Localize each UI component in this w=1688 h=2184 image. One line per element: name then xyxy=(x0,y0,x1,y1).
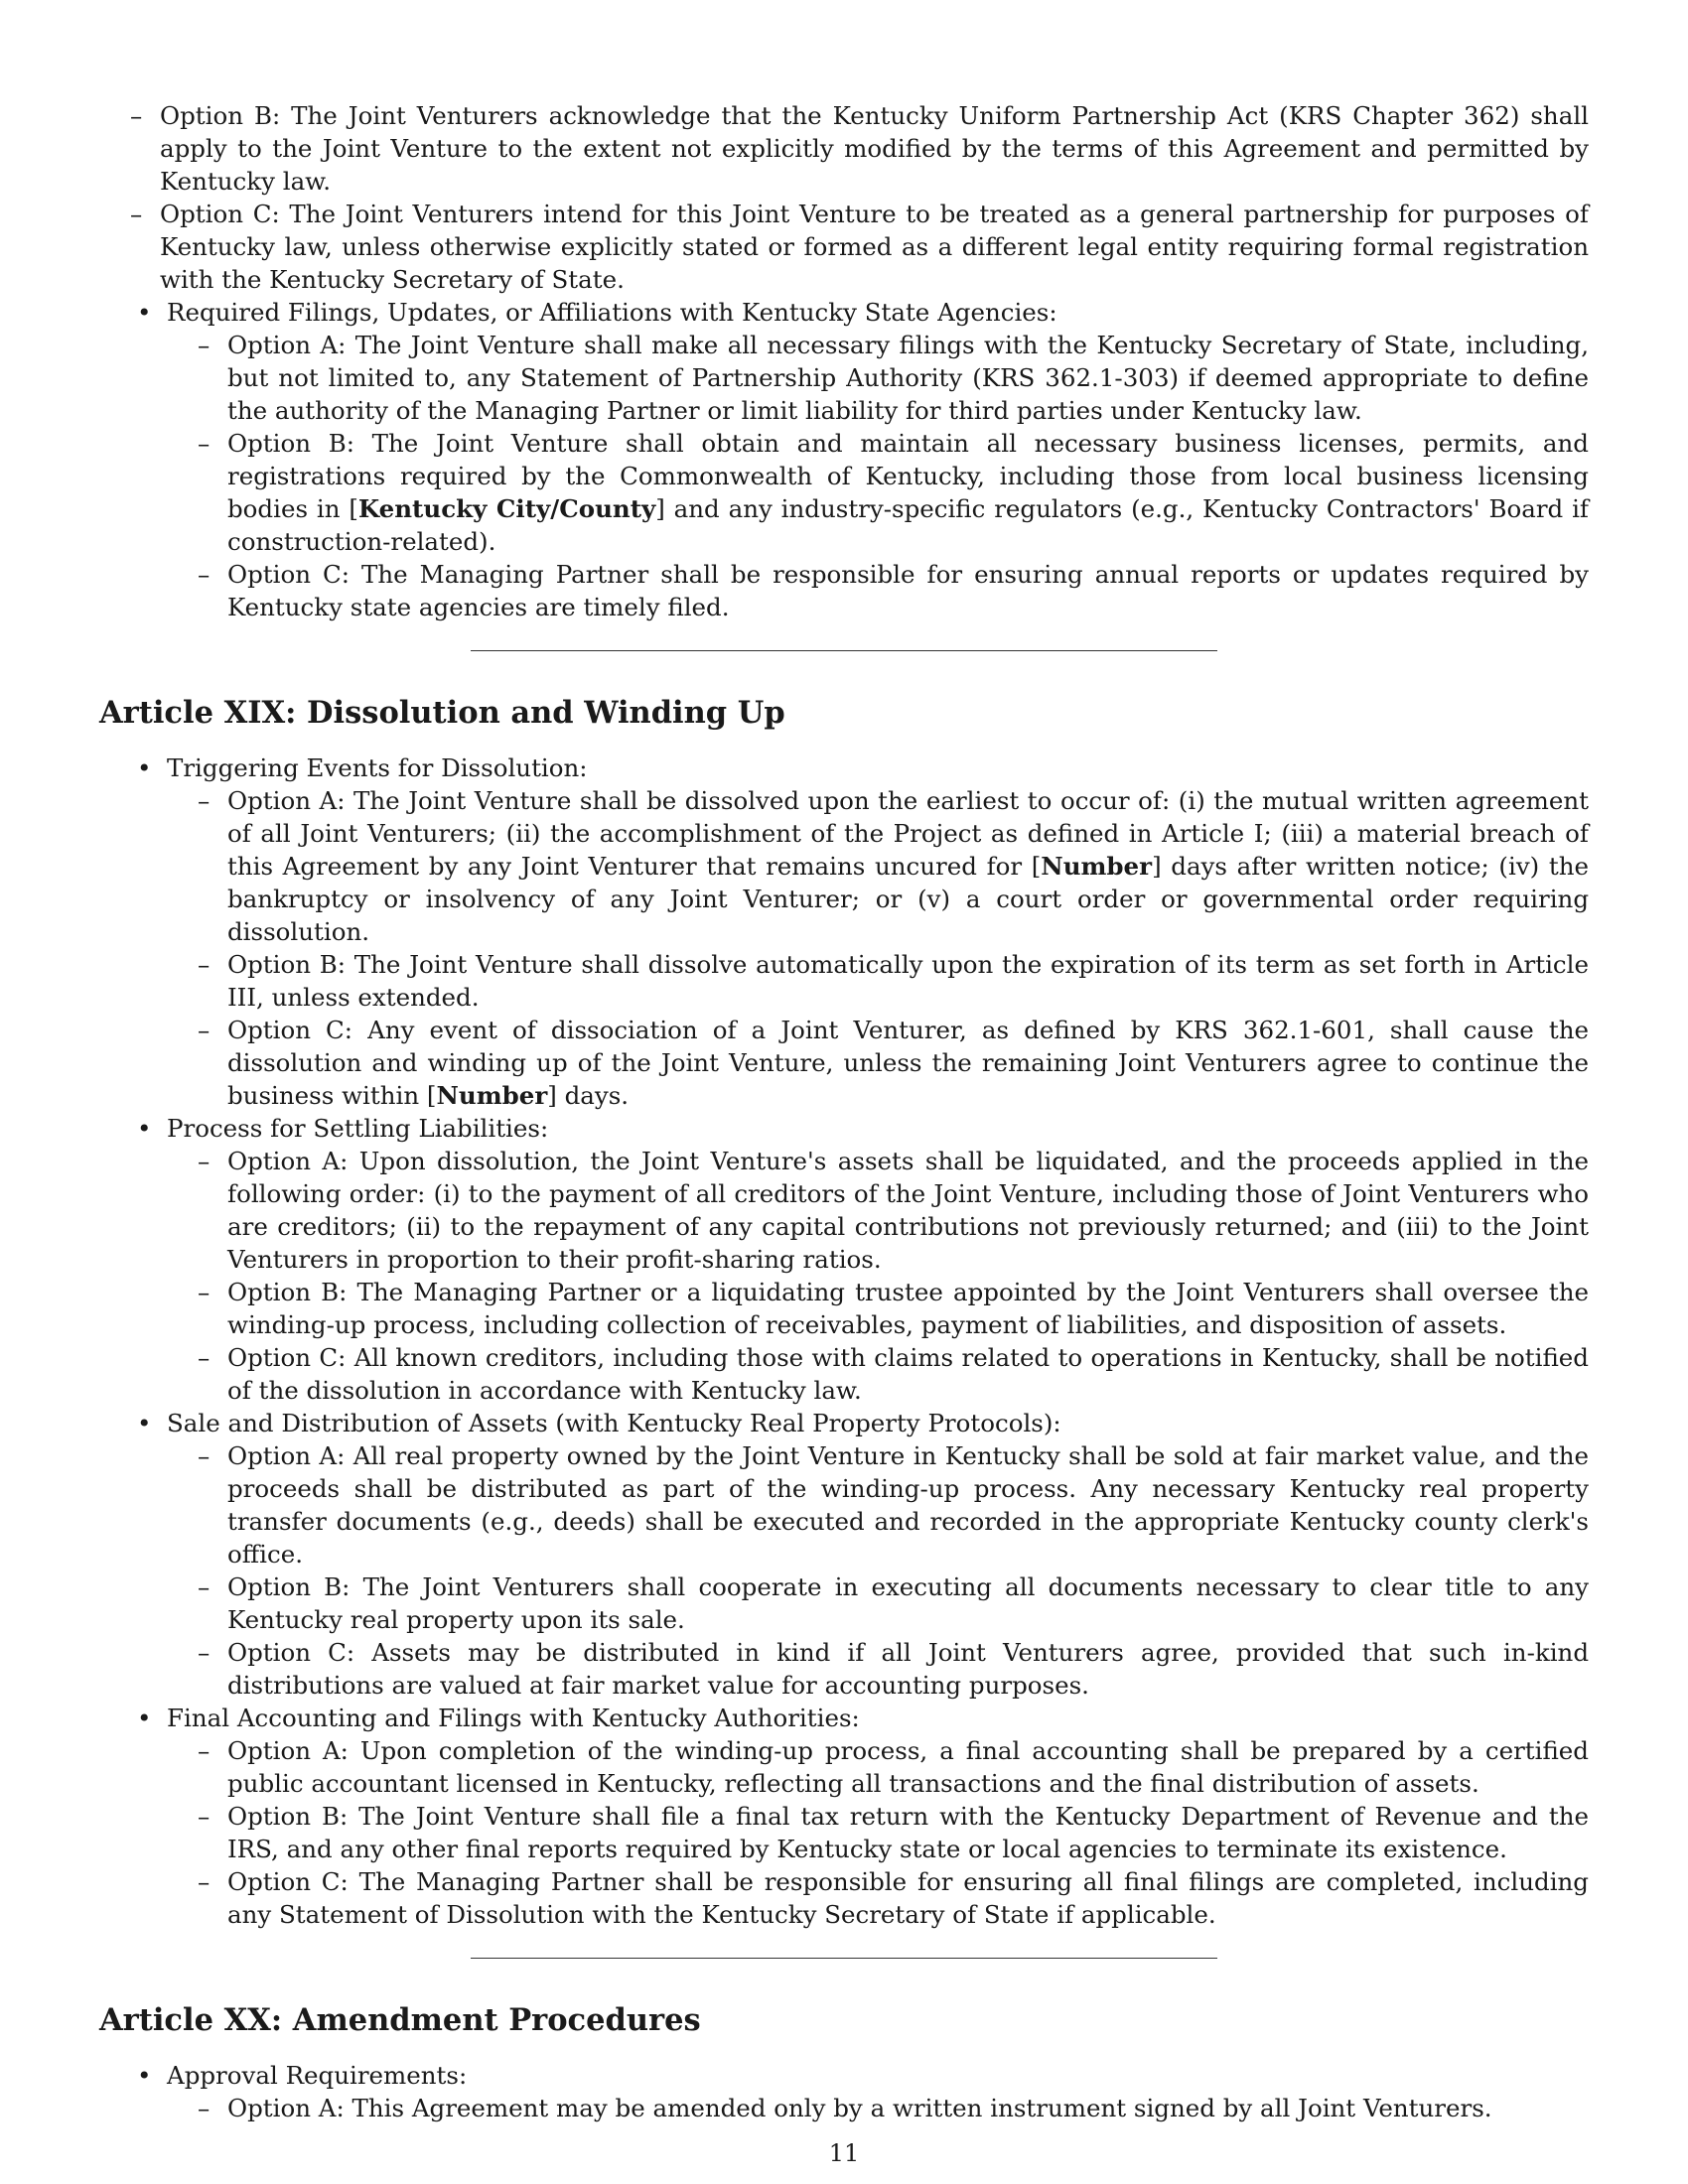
list-item xyxy=(99,296,1589,623)
option-b-partnership-act: – Option B: The Joint Venturers acknowledge that the Kentucky Uniform Partnership Act (KRS Chapter 362) shall apply to the Joint Venture to the extent not explicitly modified by the terms of this Agreement and permitted by Kentucky law. xyxy=(99,99,1589,198)
placeholder-city-county: Kentucky City/County xyxy=(357,494,656,523)
article-xx-list xyxy=(99,2059,1589,2124)
bullet-heading: Triggering Events for Dissolution: xyxy=(167,753,588,782)
filings-list xyxy=(99,296,1589,623)
page-content xyxy=(99,99,1589,2124)
bullet-heading: Process for Settling Liabilities: xyxy=(167,1114,549,1143)
option-a-approval: – Option A: This Agreement may be amended only by a written instrument signed by all Joint Venturers. xyxy=(167,2092,1589,2124)
option-c-final: – Option C: The Managing Partner shall be responsible for ensuring all final filings are completed, including any Statement of Dissolution with the Kentucky Secretary of State if applicable. xyxy=(167,1865,1589,1931)
article-xix-heading: Article XIX: Dissolution and Winding Up xyxy=(99,695,785,731)
approval-options xyxy=(167,2092,1589,2124)
bullet-heading: Required Filings, Updates, or Affiliations with Kentucky State Agencies: xyxy=(167,298,1057,327)
option-a-final: – Option A: Upon completion of the winding-up process, a final accounting shall be prepared by a certified public accountant licensed in Kentucky, reflecting all transactions and the final distribution of assets. xyxy=(167,1734,1589,1800)
sale-options xyxy=(167,1439,1589,1702)
settling-options xyxy=(167,1145,1589,1407)
list-item xyxy=(99,2059,1589,2124)
option-a-sale: – Option A: All real property owned by the Joint Venture in Kentucky shall be sold at fair market value, and the proceeds shall be distributed as part of the winding-up process. Any necessary Kentucky real property transfer documents (e.g., deeds) shall be executed and recorded in the appropriate Kentucky county clerk's office. xyxy=(167,1439,1589,1570)
option-c-sale: – Option C: Assets may be distributed in kind if all Joint Venturers agree, provided that such in-kind distributions are valued at fair market value for accounting purposes. xyxy=(167,1636,1589,1702)
option-text: ] and any industry-specific regulators (e.g., Kentucky Contractors' Board if construction-related). xyxy=(227,494,1589,556)
option-b-sale: – Option B: The Joint Venturers shall cooperate in executing all documents necessary to clear title to any Kentucky real property upon its sale. xyxy=(167,1570,1589,1636)
option-a-settling: – Option A: Upon dissolution, the Joint Venture's assets shall be liquidated, and the proceeds applied in the following order: (i) to the payment of all creditors of the Joint Venture, including those of Joint Venturers who are creditors; (ii) to the repayment of any capital contributions not previously returned; and (iii) to the Joint Venturers in proportion to their profit-sharing ratios. xyxy=(167,1145,1589,1276)
list-item xyxy=(99,751,1589,1112)
filings-options xyxy=(167,329,1589,623)
option-a-triggering xyxy=(167,784,1589,948)
option-a-filings: – Option A: The Joint Venture shall make all necessary filings with the Kentucky Secretary of State, including, but not limited to, any Statement of Partnership Authority (KRS 362.1-303) if deemed appropriate to define the authority of the Managing Partner or limit liability for third parties under Kentucky law. xyxy=(167,329,1589,427)
list-item xyxy=(99,1407,1589,1702)
section-divider xyxy=(471,650,1217,651)
list-item xyxy=(99,1702,1589,1931)
option-c-general-partnership: – Option C: The Joint Venturers intend for this Joint Venture to be treated as a general partnership for purposes of Kentucky law, unless otherwise explicitly stated or formed as a different legal entity requiring formal registration with the Kentucky Secretary of State. xyxy=(99,198,1589,296)
option-b-triggering: – Option B: The Joint Venture shall dissolve automatically upon the expiration of its term as set forth in Article III, unless extended. xyxy=(167,948,1589,1014)
option-text: Option B: The Joint Venture shall obtain and maintain all necessary business licenses, permits, and registrations required by the Commonwealth of Kentucky, including those from local business licensing bodies in [ xyxy=(227,429,1589,523)
option-c-annual-reports: – Option C: The Managing Partner shall be responsible for ensuring annual reports or updates required by Kentucky state agencies are timely filed. xyxy=(167,558,1589,623)
bullet-heading: Final Accounting and Filings with Kentucky Authorities: xyxy=(167,1704,860,1732)
bullet-heading: Approval Requirements: xyxy=(167,2061,468,2090)
option-text: ] days after written notice; (iv) the bankruptcy or insolvency of any Joint Venturer; or (v) a court order or governmental order requiring dissolution. xyxy=(227,852,1589,946)
option-b-final: – Option B: The Joint Venture shall file a final tax return with the Kentucky Department of Revenue and the IRS, and any other final reports required by Kentucky state or local agencies to terminate its existence. xyxy=(167,1800,1589,1865)
option-text: Option C: Any event of dissociation of a Joint Venturer, as defined by KRS 362.1-601, shall cause the dissolution and winding up of the Joint Venture, unless the remaining Joint Venturers agree to continue the business within [ xyxy=(227,1016,1589,1110)
option-c-triggering xyxy=(167,1014,1589,1112)
option-text: Option A: The Joint Venture shall be dissolved upon the earliest to occur of: (i) the mutual written agreement of all Joint Venturers; (ii) the accomplishment of the Project as defined in Article I; (iii) a material breach of this Agreement by any Joint Venturer that remains uncured for [ xyxy=(227,786,1589,881)
article-xix-list xyxy=(99,751,1589,1931)
triggering-options xyxy=(167,784,1589,1112)
final-options xyxy=(167,1734,1589,1931)
article-xx-heading: Article XX: Amendment Procedures xyxy=(99,2002,701,2038)
section-divider xyxy=(471,1958,1217,1959)
placeholder-number: Number xyxy=(436,1081,548,1110)
list-item xyxy=(99,1112,1589,1407)
bullet-heading: Sale and Distribution of Assets (with Kentucky Real Property Protocols): xyxy=(167,1409,1061,1437)
page-number: 11 xyxy=(828,2139,860,2167)
option-b-settling: – Option B: The Managing Partner or a liquidating trustee appointed by the Joint Venturers shall oversee the winding-up process, including collection of receivables, payment of liabilities, and disposition of assets. xyxy=(167,1276,1589,1341)
option-text: ] days. xyxy=(547,1081,630,1110)
option-b-licenses xyxy=(167,427,1589,558)
continued-options xyxy=(99,99,1589,296)
placeholder-number: Number xyxy=(1041,852,1153,881)
option-c-settling: – Option C: All known creditors, including those with claims related to operations in Kentucky, shall be notified of the dissolution in accordance with Kentucky law. xyxy=(167,1341,1589,1407)
